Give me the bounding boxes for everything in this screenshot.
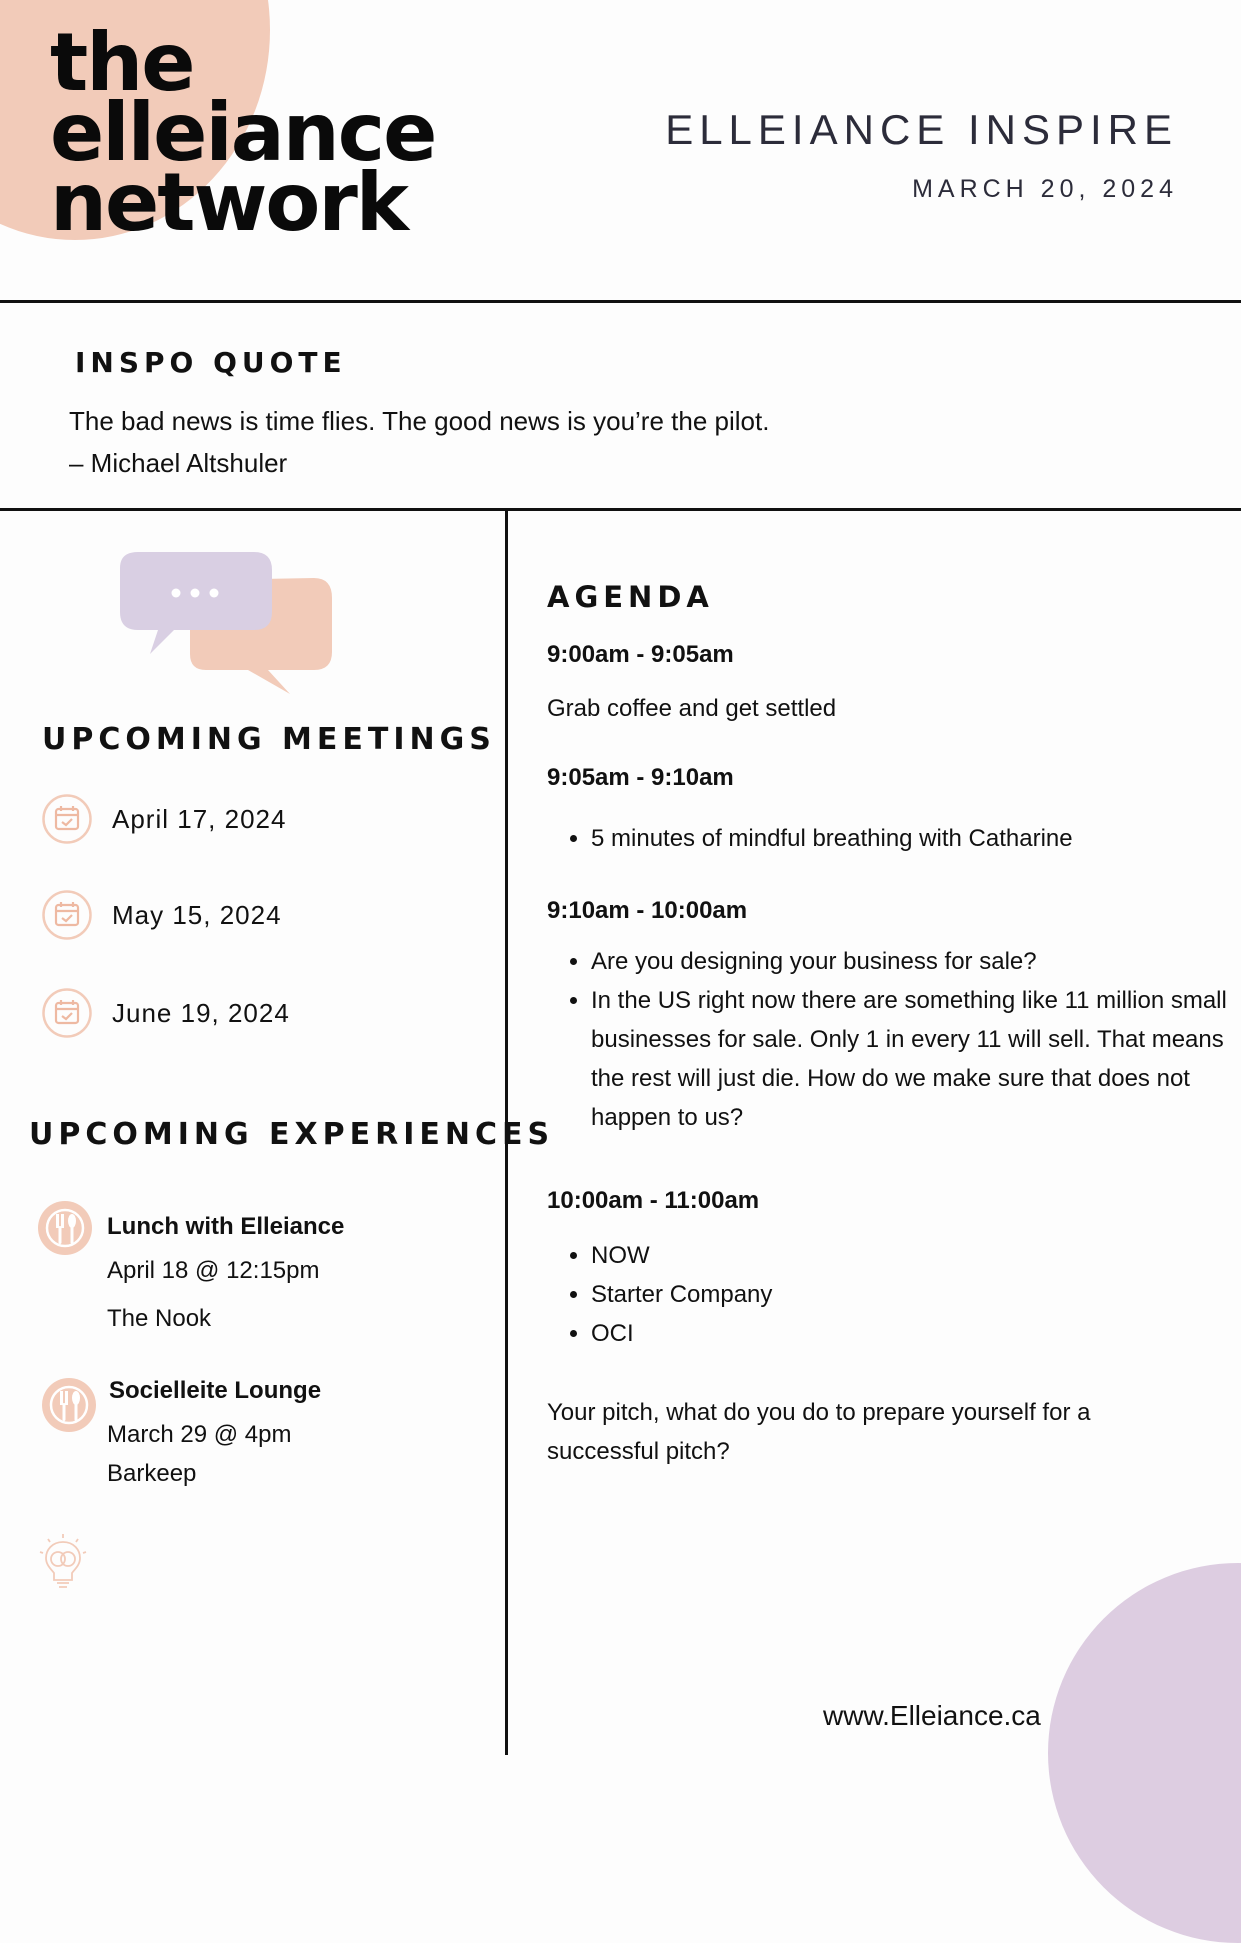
meeting-date: June 19, 2024: [112, 997, 290, 1028]
website-link[interactable]: www.Elleiance.ca: [823, 1700, 1041, 1731]
agenda-bullets: [547, 942, 1241, 1137]
meeting-item: [42, 794, 286, 844]
calendar-icon: [42, 890, 92, 940]
experience-when: March 29 @ 4pm: [107, 1421, 292, 1448]
quote-author: – Michael Altshuler: [69, 448, 288, 478]
agenda-bullet: • In the US right now there are something like 11 million small businesses for sale. Only 1 in every 11 will sell. That means the rest will just die. How do we make sure that does not happen to us?: [591, 981, 1241, 1137]
agenda-heading: AGENDA: [547, 580, 714, 614]
experiences-heading: UPCOMING EXPERIENCES: [29, 1117, 555, 1152]
lightbulb-icon: [34, 1530, 92, 1594]
agenda-time: 9:10am - 10:00am: [547, 897, 748, 924]
speech-bubbles-icon: [118, 548, 338, 698]
agenda-bullet: • OCI: [591, 1314, 1231, 1353]
agenda-closing: Your pitch, what do you do to prepare yourself for a successful pitch?: [547, 1399, 1091, 1465]
experience-when: April 18 @ 12:15pm: [107, 1257, 320, 1284]
agenda-bullets: [547, 819, 1231, 858]
agenda-bullet: • NOW: [591, 1236, 1231, 1275]
agenda-bullet: • Starter Company: [591, 1275, 1231, 1314]
event-date: MARCH 20, 2024: [912, 175, 1178, 203]
header-divider: [0, 300, 1241, 303]
agenda-time: 10:00am - 11:00am: [547, 1187, 760, 1214]
experience-title: Socielleite Lounge: [109, 1377, 322, 1404]
meetings-heading: UPCOMING MEETINGS: [42, 722, 496, 757]
agenda-text: Grab coffee and get settled: [547, 695, 837, 722]
cutlery-icon: [41, 1377, 97, 1433]
agenda-bullet: • Are you designing your business for sale?: [591, 942, 1241, 981]
meeting-item: [42, 890, 282, 940]
meeting-date: May 15, 2024: [112, 899, 282, 930]
lavender-circle-decoration: [1048, 1563, 1241, 1943]
cutlery-icon: [37, 1200, 93, 1256]
meeting-date: April 17, 2024: [112, 803, 287, 834]
logo-line: the: [50, 16, 194, 109]
quote-heading: INSPO QUOTE: [75, 346, 347, 379]
meeting-item: [42, 988, 290, 1038]
agenda-time: 9:05am - 9:10am: [547, 764, 734, 791]
quote-divider: [0, 508, 1241, 511]
quote-text: The bad news is time flies. The good news is you’re the pilot.: [69, 406, 770, 436]
logo-line: elleiance: [50, 86, 436, 179]
agenda-time: 9:00am - 9:05am: [547, 641, 734, 668]
experience-where: Barkeep: [107, 1460, 197, 1487]
agenda-bullet: • 5 minutes of mindful breathing with Catharine: [591, 819, 1231, 858]
quote-block: [69, 400, 769, 484]
agenda-bullets: [547, 1236, 1231, 1353]
calendar-icon: [42, 988, 92, 1038]
event-title: ELLEIANCE INSPIRE: [665, 106, 1178, 153]
logo: [50, 16, 436, 249]
experience-where: The Nook: [107, 1305, 212, 1332]
calendar-icon: [42, 794, 92, 844]
experience-title: Lunch with Elleiance: [107, 1213, 345, 1240]
logo-line: network: [50, 156, 407, 249]
